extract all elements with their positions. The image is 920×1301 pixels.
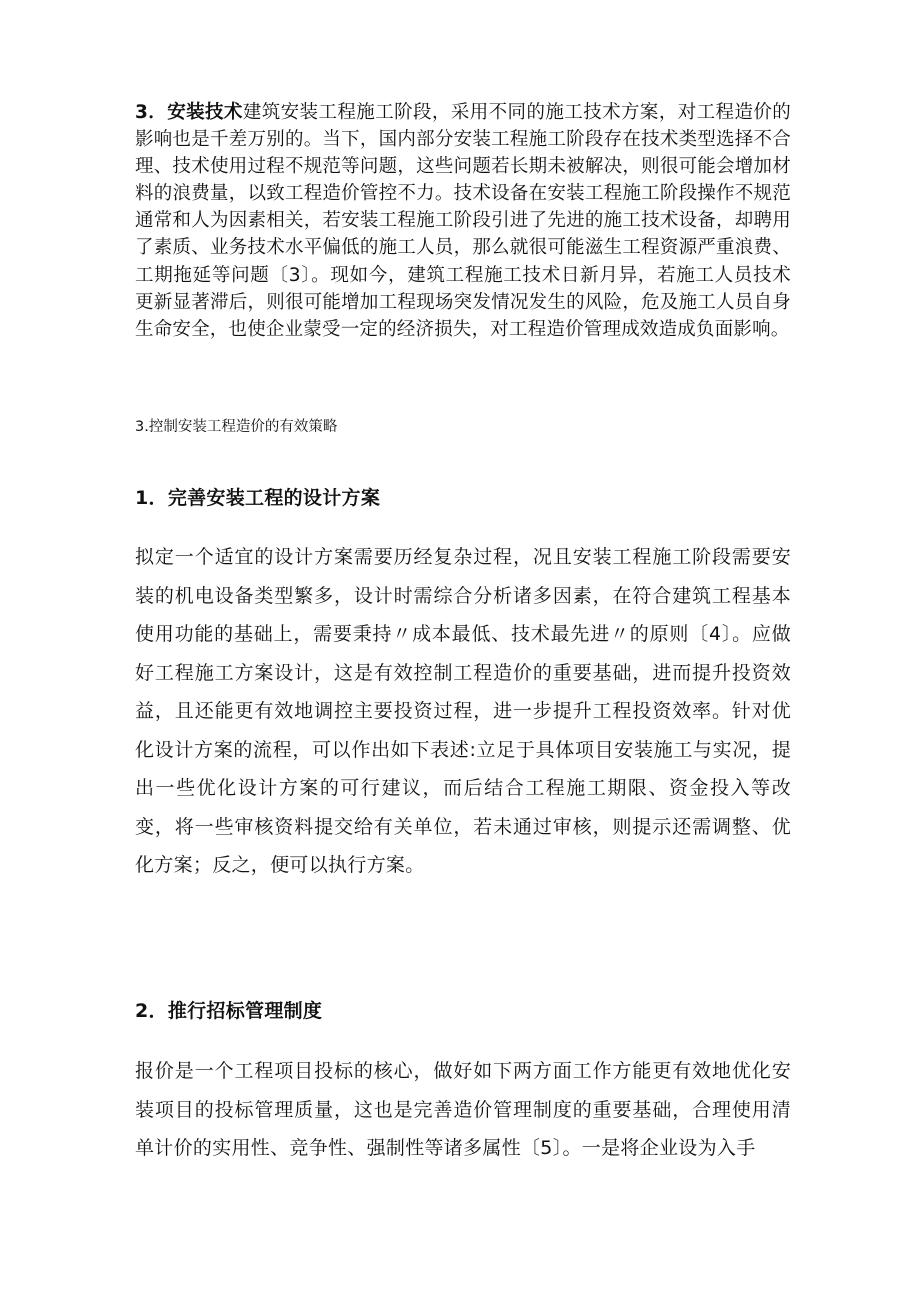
paragraph-lead-title: 3．安装技术: [135, 102, 243, 123]
subsection-heading-bidding: 2．推行招标管理制度: [135, 1000, 323, 1022]
subsection-heading-design-plan: 1．完善安装工程的设计方案: [135, 487, 381, 509]
paragraph-design-plan: 拟定一个适宜的设计方案需要历经复杂过程，况且安装工程施工阶段需要安装的机电设备类型繁多，设计时需综合分析诸多因素，在符合建筑工程基本使用功能的基础上，需要秉持〃成本最低、技术最先进〃的原则〔4〕。应做好工程施工方案设计，这是有效控制工程造价的重要基础，进而提升投资效益，且还能更有效地调控主要投资过程，进一步提升工程投资效率。针对优化设计方案的流程，可以作出如下表述:立足于具体项目安装施工与实况，提出一些优化设计方案的可行建议，而后结合工程施工期限、资金投入等改变，将一些审核资料提交给有关单位，若未通过审核，则提示还需调整、优化方案；反之，便可以执行方案。: [135, 546, 791, 876]
paragraph-installation-technology: [135, 99, 791, 343]
paragraph-body-text: 建筑安装工程施工阶段，采用不同的施工技术方案，对工程造价的影响也是千差万别的。当下，国内部分安装工程施工阶段存在技术类型选择不合理、技术使用过程不规范等问题，这些问题若长期未被解决，则很可能会增加材料的浪费量，以致工程造价管控不力。技术设备在安装工程施工阶段操作不规范通常和人为因素相关，若安装工程施工阶段引进了先进的施工技术设备，却聘用了素质、业务技术水平偏低的施工人员，那么就很可能滋生工程资源严重浪费、工期拖延等问题〔3〕。现如今，建筑工程施工技术日新月异，若施工人员技术更新显著滞后，则很可能增加工程现场突发情况发生的风险，危及施工人员自身生命安全，也使企业蒙受一定的经济损失，对工程造价管理成效造成负面影响。: [135, 102, 791, 340]
section-heading: 3.控制安装工程造价的有效策略: [135, 419, 338, 435]
paragraph-bidding: 报价是一个工程项目投标的核心，做好如下两方面工作方能更有效地优化安装项目的投标管理质量，这也是完善造价管理制度的重要基础，合理使用清单计价的实用性、竞争性、强制性等诸多属性〔5〕。一是将企业设为入手: [135, 1060, 791, 1159]
